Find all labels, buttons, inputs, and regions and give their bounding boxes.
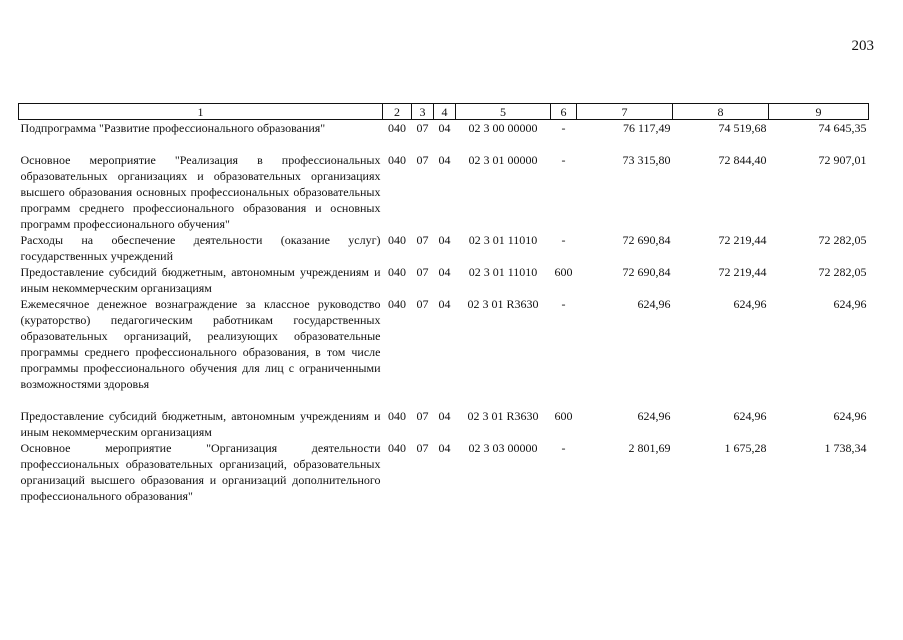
row-code-admin: 040 bbox=[388, 233, 406, 247]
row-value-8: 1 675,28 bbox=[724, 441, 767, 455]
row-code-type: - bbox=[561, 441, 566, 455]
row-code-section: 07 bbox=[416, 441, 429, 455]
row-code-admin: 040 bbox=[388, 441, 406, 455]
header-cell-7: 7 bbox=[577, 104, 673, 120]
row-code-target: 02 3 01 R3630 bbox=[467, 297, 539, 311]
row-code-subsection: 04 bbox=[438, 441, 451, 455]
row-code-admin: 040 bbox=[388, 121, 406, 135]
row-code-admin: 040 bbox=[388, 297, 406, 311]
row-code-type: 600 bbox=[554, 409, 573, 423]
header-cell-3: 3 bbox=[412, 104, 434, 120]
row-name: Расходы на обеспечение деятельности (оказание услуг) государственных учреждений bbox=[20, 233, 381, 263]
row-code-type: - bbox=[561, 153, 566, 167]
row-value-8: 72 844,40 bbox=[718, 153, 767, 167]
table-row bbox=[19, 152, 869, 232]
row-code-target: 02 3 01 00000 bbox=[468, 153, 538, 167]
table-row bbox=[19, 440, 869, 504]
row-code-admin: 040 bbox=[388, 265, 406, 279]
row-value-7: 624,96 bbox=[637, 409, 671, 423]
table-row bbox=[19, 408, 869, 440]
row-value-9: 72 907,01 bbox=[818, 153, 867, 167]
row-code-subsection: 04 bbox=[438, 121, 451, 135]
row-value-9: 624,96 bbox=[833, 297, 867, 311]
row-name: Ежемесячное денежное вознаграждение за классное руководство (кураторство) педагогическим работникам государственных образовательных организаций, реализующих образовательные программы среднего профессионального образования, в том числе программы профессионального обучения для лиц с ограниченными возможностями здоровья bbox=[20, 297, 381, 391]
table-row bbox=[19, 232, 869, 264]
row-value-9: 1 738,34 bbox=[824, 441, 867, 455]
header-row bbox=[19, 104, 869, 120]
row-name: Предоставление субсидий бюджетным, автономным учреждениям и иным некоммерческим организациям bbox=[20, 409, 381, 439]
row-code-target: 02 3 01 11010 bbox=[468, 265, 538, 279]
row-code-target: 02 3 01 11010 bbox=[468, 233, 538, 247]
table-row bbox=[19, 264, 869, 296]
row-name: Подпрограмма "Развитие профессионального образования" bbox=[20, 121, 326, 135]
row-code-subsection: 04 bbox=[438, 297, 451, 311]
row-value-9: 72 282,05 bbox=[818, 265, 867, 279]
row-value-7: 72 690,84 bbox=[622, 233, 671, 247]
row-code-section: 07 bbox=[416, 121, 429, 135]
page-number: 203 bbox=[851, 38, 874, 54]
row-value-8: 74 519,68 bbox=[718, 121, 767, 135]
row-code-section: 07 bbox=[416, 409, 429, 423]
header-cell-6: 6 bbox=[551, 104, 577, 120]
row-code-target: 02 3 03 00000 bbox=[468, 441, 538, 455]
table-row bbox=[19, 120, 869, 153]
row-code-admin: 040 bbox=[388, 409, 406, 423]
header-cell-4: 4 bbox=[434, 104, 456, 120]
row-value-8: 624,96 bbox=[733, 409, 767, 423]
header-cell-8: 8 bbox=[673, 104, 769, 120]
header-cell-2: 2 bbox=[383, 104, 412, 120]
row-value-9: 72 282,05 bbox=[818, 233, 867, 247]
row-name: Предоставление субсидий бюджетным, автономным учреждениям и иным некоммерческим организациям bbox=[20, 265, 381, 295]
row-code-subsection: 04 bbox=[438, 265, 451, 279]
header-cell-1: 1 bbox=[19, 104, 383, 120]
row-value-9: 624,96 bbox=[833, 409, 867, 423]
header-cell-9: 9 bbox=[769, 104, 869, 120]
row-code-section: 07 bbox=[416, 297, 429, 311]
budget-table bbox=[18, 103, 869, 504]
row-value-8: 72 219,44 bbox=[718, 233, 767, 247]
row-value-7: 72 690,84 bbox=[622, 265, 671, 279]
row-code-type: - bbox=[561, 121, 566, 135]
row-code-subsection: 04 bbox=[438, 233, 451, 247]
row-value-7: 73 315,80 bbox=[622, 153, 671, 167]
row-value-7: 2 801,69 bbox=[628, 441, 671, 455]
row-code-type: 600 bbox=[554, 265, 573, 279]
row-code-section: 07 bbox=[416, 153, 429, 167]
row-value-8: 624,96 bbox=[733, 297, 767, 311]
row-code-target: 02 3 01 R3630 bbox=[467, 409, 539, 423]
row-name: Основное мероприятие "Реализация в профессиональных образовательных организациях и образовательных организациях высшего образования основных профессиональных образовательных программ среднего профессионального образования и основных программ профессионального обучения" bbox=[20, 153, 381, 231]
table-row bbox=[19, 296, 869, 408]
row-code-admin: 040 bbox=[388, 153, 406, 167]
row-code-section: 07 bbox=[416, 265, 429, 279]
header-cell-5: 5 bbox=[456, 104, 551, 120]
row-code-type: - bbox=[561, 233, 566, 247]
row-value-8: 72 219,44 bbox=[718, 265, 767, 279]
row-code-section: 07 bbox=[416, 233, 429, 247]
row-value-7: 624,96 bbox=[637, 297, 671, 311]
row-value-9: 74 645,35 bbox=[818, 121, 867, 135]
row-code-subsection: 04 bbox=[438, 153, 451, 167]
row-name: Основное мероприятие "Организация деятельности профессиональных образовательных организаций, образовательных организаций высшего образования и организаций дополнительного профессионального образования" bbox=[20, 441, 381, 503]
row-code-type: - bbox=[561, 297, 566, 311]
row-value-7: 76 117,49 bbox=[622, 121, 671, 135]
row-code-subsection: 04 bbox=[438, 409, 451, 423]
row-code-target: 02 3 00 00000 bbox=[468, 121, 538, 135]
